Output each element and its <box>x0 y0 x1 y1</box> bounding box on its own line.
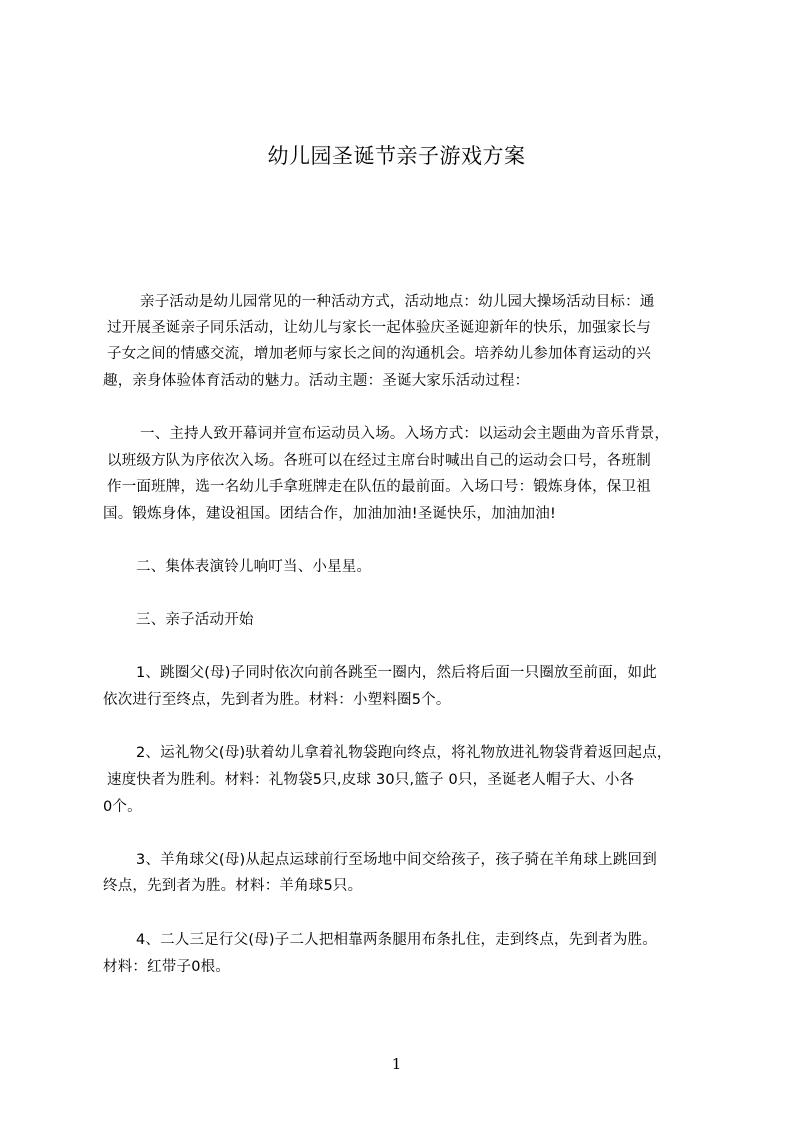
page-number: 1 <box>391 1055 402 1073</box>
intro-line: 亲子活动是幼儿园常见的一种活动方式，活动地点：幼儿园大操场活动目标：通 <box>140 294 655 310</box>
item3-line: 3、羊角球父(母)从起点运球前行至场地中间交给孩子，孩子骑在羊角球上跳回到 <box>136 852 657 868</box>
item1-line: 1、跳圈父(母)子同时依次向前各跳至一圈内，然后将后面一只圈放至前面，如此 <box>136 665 657 681</box>
section1-line: 国。锻炼身体，建设祖国。团结合作，加油加油!圣诞快乐，加油加油! <box>103 506 557 522</box>
intro-line: 趣，亲身体验体育活动的魅力。活动主题：圣诞大家乐活动过程： <box>103 373 530 389</box>
item3-line: 终点，先到者为胜。材料：羊角球5只。 <box>103 878 363 894</box>
page-title: 幼儿园圣诞节亲子游戏方案 <box>267 144 526 168</box>
item2-line: 2、运礼物父(母)驮着幼儿拿着礼物袋跑向终点，将礼物放进礼物袋背着返回起点， <box>136 745 672 761</box>
item2-line: 0个。 <box>103 799 142 815</box>
item4-line: 4、二人三足行父(母)子二人把相靠两条腿用布条扎住，走到终点，先到者为胜。 <box>136 932 657 948</box>
intro-line: 子女之间的情感交流，增加老师与家长之间的沟通机会。培养幼儿参加体育运动的兴 <box>107 346 651 362</box>
section3-heading: 三、亲子活动开始 <box>136 612 254 628</box>
intro-line: 过开展圣诞亲子同乐活动，让幼儿与家长一起体验庆圣诞迎新年的快乐，加强家长与 <box>107 320 651 336</box>
section1-line: 以班级方队为序依次入场。各班可以在经过主席台时喊出自己的运动会口号，各班制 <box>107 453 651 469</box>
item1-line: 依次进行至终点，先到者为胜。材料：小塑料圈5个。 <box>103 692 451 708</box>
section1-line: 一、主持人致开幕词并宣布运动员入场。入场方式：以运动会主题曲为音乐背景， <box>140 426 670 442</box>
item4-line: 材料：红带子0根。 <box>103 959 231 975</box>
section1-line: 作一面班牌，选一名幼儿手拿班牌走在队伍的最前面。入场口号：锻炼身体，保卫祖 <box>107 479 651 495</box>
section2-heading: 二、集体表演铃儿响叮当、小星星。 <box>136 559 372 575</box>
item2-line: 速度快者为胜利。材料：礼物袋5只,皮球 30只,篮子 0只，圣诞老人帽子大、小各 <box>107 772 635 788</box>
